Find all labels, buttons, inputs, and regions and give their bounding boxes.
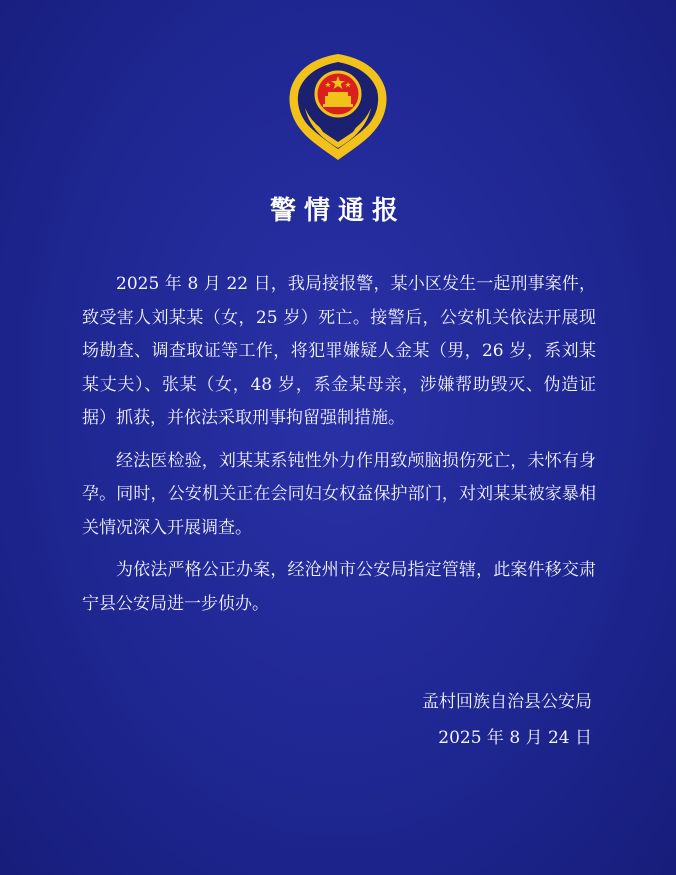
paragraph: 2025 年 8 月 22 日，我局接报警，某小区发生一起刑事案件，致受害人刘某某（女，25 岁）死亡。接警后，公安机关依法开展现场勘查、调查取证等工作，将犯罪嫌疑人金某（男，26 岁，系刘某某丈夫）、张某（女，48 岁，系金某母亲，涉嫌帮助毁灭、伪造证据）抓获，并依法采取刑事拘留强制措施。 — [82, 274, 596, 428]
police-emblem-icon — [283, 52, 393, 164]
page-title: 警情通报 — [269, 196, 406, 226]
notice-body — [82, 268, 596, 630]
paragraph: 经法医检验，刘某某系钝性外力作用致颅脑损伤死亡，未怀有身孕。同时，公安机关正在会同妇女权益保护部门，对刘某某被家暴相关情况深入开展调查。 — [82, 450, 596, 538]
signature-block — [422, 684, 592, 756]
issue-date: 2025 年 8 月 24 日 — [438, 728, 592, 748]
paragraph: 为依法严格公正办案，经沧州市公安局指定管辖，此案件移交肃宁县公安局进一步侦办。 — [82, 560, 596, 614]
issuer-name: 孟村回族自治县公安局 — [422, 692, 592, 712]
